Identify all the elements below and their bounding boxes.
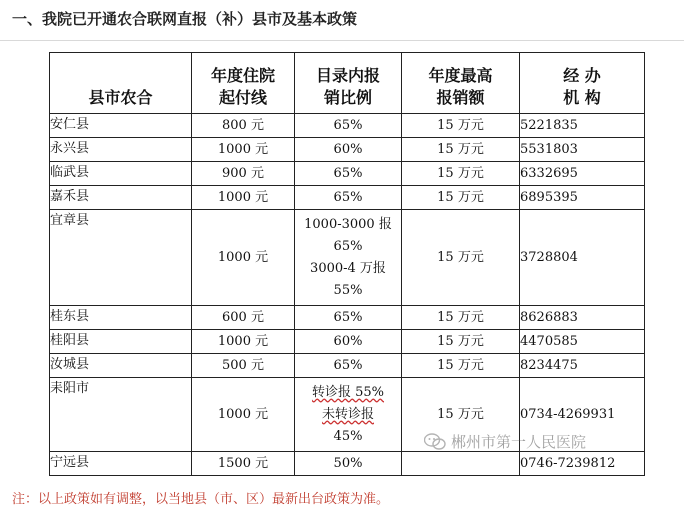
agency-cell: [520, 330, 645, 354]
max-value: 15 万元: [437, 165, 484, 181]
table-row: [50, 452, 645, 476]
header-agency-line1: 经 办: [563, 66, 601, 85]
max-cell: [402, 354, 520, 378]
header-max: [402, 53, 520, 114]
ratio-cell: [295, 378, 402, 452]
county-cell: [50, 114, 192, 138]
section-heading: 一、我院已开通农合联网直报（补）县市及基本政策: [12, 10, 358, 28]
max-value: 15 万元: [437, 333, 484, 349]
header-agency-line2: 机 构: [563, 88, 601, 107]
ratio-line: 65%: [333, 165, 363, 181]
ratio-line: 55%: [333, 282, 363, 298]
agency-cell: [520, 306, 645, 330]
ratio-cell: [295, 306, 402, 330]
threshold-value: 1000 元: [217, 249, 269, 265]
header-county-line2: 县市农合: [88, 88, 153, 107]
watermark-text: 郴州市第一人民医院: [451, 433, 587, 451]
ratio-line: 65%: [333, 238, 363, 254]
agency-phone: 6332695: [520, 165, 578, 181]
ratio-cell: [295, 186, 402, 210]
ratio-cell: [295, 162, 402, 186]
max-value: 15 万元: [437, 406, 484, 422]
table-row: [50, 354, 645, 378]
ratio-cell: [295, 330, 402, 354]
max-value: 15 万元: [437, 309, 484, 325]
ratio-line: 转诊报 55%: [311, 384, 385, 400]
ratio-cell: [295, 114, 402, 138]
threshold-cell: [192, 138, 295, 162]
header-threshold: [192, 53, 295, 114]
ratio-line: 未转诊报: [321, 406, 374, 422]
county-cell: [50, 138, 192, 162]
max-value: 15 万元: [437, 357, 484, 373]
max-value: 15 万元: [437, 117, 484, 133]
policy-note: 注：以上政策如有调整，以当地县（市、区）最新出台政策为准。: [12, 492, 390, 507]
county-cell: [50, 210, 192, 306]
agency-phone: 6895395: [520, 189, 578, 205]
wechat-logo-icon: [424, 433, 446, 451]
threshold-cell: [192, 378, 295, 452]
agency-cell: [520, 114, 645, 138]
table-row: [50, 210, 645, 306]
agency-cell: [520, 186, 645, 210]
agency-phone: 0734-4269931: [520, 406, 616, 422]
county-name: 安仁县: [50, 117, 90, 132]
header-agency: [520, 53, 645, 114]
ratio-line: 1000-3000 报: [304, 216, 392, 232]
ratio-line: 60%: [333, 141, 363, 157]
table-body: [50, 114, 645, 476]
county-name: 嘉禾县: [50, 189, 90, 204]
county-name: 桂东县: [50, 309, 90, 324]
agency-phone: 3728804: [520, 249, 578, 265]
table-row: [50, 114, 645, 138]
county-name: 汝城县: [50, 357, 90, 372]
ratio-line: 65%: [333, 117, 363, 133]
max-value: 15 万元: [437, 189, 484, 205]
header-ratio-line2: 销比例: [323, 88, 372, 107]
threshold-value: 1000 元: [217, 406, 269, 422]
max-cell: [402, 452, 520, 476]
policy-table: [49, 52, 645, 476]
table-row: [50, 162, 645, 186]
max-cell: [402, 162, 520, 186]
threshold-cell: [192, 210, 295, 306]
threshold-value: 900 元: [222, 165, 264, 181]
threshold-cell: [192, 162, 295, 186]
header-threshold-line1: 年度住院: [210, 66, 275, 85]
table-header-row: [50, 53, 645, 114]
ratio-line: 3000-4 万报: [310, 260, 386, 276]
county-name: 宜章县: [50, 213, 90, 228]
agency-cell: [520, 452, 645, 476]
max-cell: [402, 306, 520, 330]
ratio-cell: [295, 138, 402, 162]
agency-cell: [520, 354, 645, 378]
county-cell: [50, 306, 192, 330]
threshold-value: 600 元: [222, 309, 264, 325]
threshold-value: 1000 元: [217, 189, 269, 205]
max-cell: [402, 138, 520, 162]
county-cell: [50, 378, 192, 452]
county-name: 宁远县: [50, 455, 90, 470]
max-value: 15 万元: [437, 141, 484, 157]
agency-phone: 8626883: [520, 309, 578, 325]
county-name: 永兴县: [50, 141, 90, 156]
header-max-line1: 年度最高: [428, 66, 493, 85]
max-cell: [402, 114, 520, 138]
threshold-cell: [192, 186, 295, 210]
threshold-cell: [192, 306, 295, 330]
county-cell: [50, 354, 192, 378]
threshold-cell: [192, 114, 295, 138]
agency-phone: 4470585: [520, 333, 578, 349]
header-ratio-line1: 目录内报: [315, 66, 380, 85]
county-name: 桂阳县: [50, 333, 90, 348]
threshold-value: 1000 元: [217, 141, 269, 157]
table-row: [50, 186, 645, 210]
county-cell: [50, 186, 192, 210]
county-cell: [50, 330, 192, 354]
agency-phone: 5221835: [520, 117, 578, 133]
header-county: [50, 53, 192, 114]
ratio-line: 65%: [333, 309, 363, 325]
heading-divider: [0, 40, 684, 41]
agency-phone: 5531803: [520, 141, 578, 157]
threshold-value: 1500 元: [217, 455, 269, 471]
ratio-line: 50%: [333, 455, 363, 471]
table-row: [50, 330, 645, 354]
ratio-line: 60%: [333, 333, 363, 349]
header-threshold-line2: 起付线: [218, 88, 267, 107]
table-row: [50, 306, 645, 330]
watermark: [424, 431, 586, 452]
county-name: 耒阳市: [50, 381, 90, 396]
county-name: 临武县: [50, 165, 90, 180]
threshold-value: 800 元: [222, 117, 264, 133]
threshold-value: 1000 元: [217, 333, 269, 349]
max-cell: [402, 186, 520, 210]
header-ratio: [295, 53, 402, 114]
ratio-line: 45%: [333, 428, 363, 444]
ratio-line: 65%: [333, 357, 363, 373]
county-cell: [50, 162, 192, 186]
threshold-value: 500 元: [222, 357, 264, 373]
ratio-cell: [295, 210, 402, 306]
threshold-cell: [192, 354, 295, 378]
agency-cell: [520, 138, 645, 162]
ratio-cell: [295, 452, 402, 476]
threshold-cell: [192, 452, 295, 476]
max-cell: [402, 210, 520, 306]
header-max-line2: 报销额: [436, 88, 485, 107]
agency-cell: [520, 210, 645, 306]
threshold-cell: [192, 330, 295, 354]
max-cell: [402, 330, 520, 354]
ratio-cell: [295, 354, 402, 378]
agency-cell: [520, 162, 645, 186]
agency-phone: 8234475: [520, 357, 578, 373]
ratio-line: 65%: [333, 189, 363, 205]
table-row: [50, 138, 645, 162]
county-cell: [50, 452, 192, 476]
agency-phone: 0746-7239812: [520, 455, 616, 471]
max-value: 15 万元: [437, 249, 484, 265]
